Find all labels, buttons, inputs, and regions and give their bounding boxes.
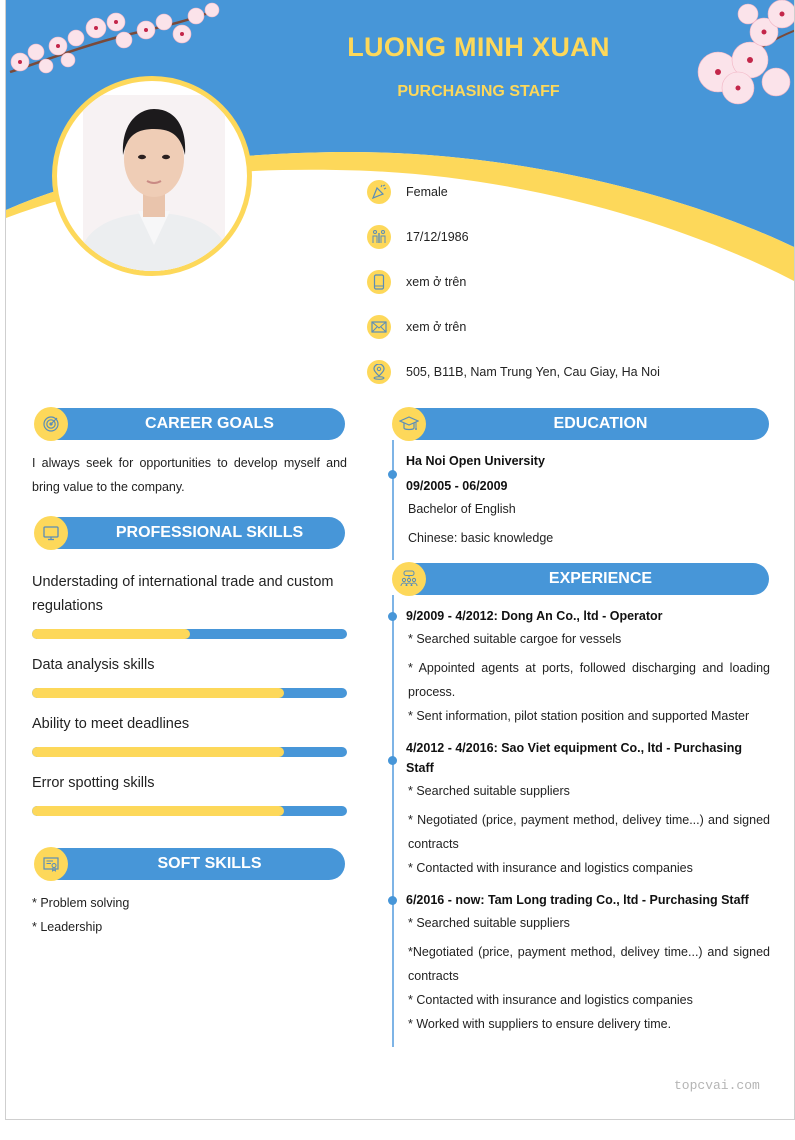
job-title: PURCHASING STAFF [397,83,560,100]
job-detail: * Contacted with insurance and logistics companies [408,993,693,1007]
section-header-professional-skills [34,517,345,549]
skill-label: Ability to meet deadlines [32,716,190,732]
people-icon [367,225,391,249]
experience-timeline-line [392,595,394,1047]
career-goals-text: I always seek for opportunities to develop myself and bring value to the company. [32,456,347,494]
graduation-cap-icon [392,407,426,441]
job-detail: * Appointed agents at ports, followed discharging and loading process. [408,661,770,699]
education-timeline-line [392,440,394,560]
job-detail: * Worked with suppliers to ensure delivery time. [408,1017,672,1031]
contact-phone [367,270,466,294]
job-detail: * Searched suitable suppliers [408,916,570,930]
location-pin-icon [367,360,391,384]
job-detail: * Negotiated (price, payment method, delivey time...) and signed contracts [408,813,770,851]
target-icon [34,407,68,441]
soft-skills-title: SOFT SKILLS [157,855,262,872]
soft-skill-item: * Leadership [32,920,103,934]
job-heading: 6/2016 - now: Tam Long trading Co., ltd - Purchasing Staff [406,893,749,907]
job-detail: * Contacted with insurance and logistics companies [408,861,693,875]
soft-skill-item: * Problem solving [32,896,130,910]
job-heading: 4/2012 - 4/2016: Sao Viet equipment Co., ltd - Purchasing Staff [406,741,742,775]
job-detail: *Negotiated (price, payment method, delivey time...) and signed contracts [408,945,770,983]
education-detail: Chinese: basic knowledge [408,531,554,545]
watermark: topcvai.com [674,1078,760,1093]
contact-email [367,315,466,339]
cherry-blossom-left-decoration [6,0,221,85]
contact-address [367,360,660,384]
skill-level-bar [32,629,347,639]
team-icon [392,562,426,596]
skill-level-bar [32,688,347,698]
professional-skills-title: PROFESSIONAL SKILLS [115,524,304,541]
profile-photo [83,95,225,275]
school-name: Ha Noi Open University [406,454,545,468]
section-header-career-goals [34,408,345,440]
birthdate-text: 17/12/1986 [406,230,469,244]
skill-label: Error spotting skills [32,775,155,791]
envelope-icon [367,315,391,339]
avatar [52,76,252,276]
section-header-experience [392,563,769,595]
timeline-dot [388,470,397,479]
education-detail: Bachelor of English [408,502,516,516]
timeline-dot [388,612,397,621]
section-header-education [392,408,769,440]
career-goals-title: CAREER GOALS [145,415,274,432]
party-popper-icon [367,180,391,204]
monitor-icon [34,516,68,550]
cv-page [5,0,795,1120]
candidate-name: LUONG MINH XUAN [347,32,610,62]
skill-label: Data analysis skills [32,657,155,673]
skill-level-bar [32,806,347,816]
phone-text[interactable]: xem ở trên [406,275,467,289]
job-detail: * Sent information, pilot station position and supported Master [408,709,750,723]
job-heading: 9/2009 - 4/2012: Dong An Co., ltd - Operator [406,609,663,623]
email-text[interactable]: xem ở trên [406,320,467,334]
gender-text: Female [406,185,448,199]
skill-label: Understading of international trade and custom regulations [32,574,334,614]
job-detail: * Searched suitable suppliers [408,784,570,798]
certificate-icon [34,847,68,881]
section-header-soft-skills [34,848,345,880]
skill-level-bar [32,747,347,757]
education-title: EDUCATION [553,415,648,432]
experience-title: EXPERIENCE [548,570,653,587]
cherry-blossom-right-decoration [686,0,795,108]
education-period: 09/2005 - 06/2009 [406,479,508,493]
timeline-dot [388,756,397,765]
address-text: 505, B11B, Nam Trung Yen, Cau Giay, Ha Noi [406,365,660,379]
contact-birthdate [367,225,469,249]
phone-icon [367,270,391,294]
job-detail: * Searched suitable cargoe for vessels [408,632,622,646]
contact-gender [367,180,448,204]
timeline-dot [388,896,397,905]
